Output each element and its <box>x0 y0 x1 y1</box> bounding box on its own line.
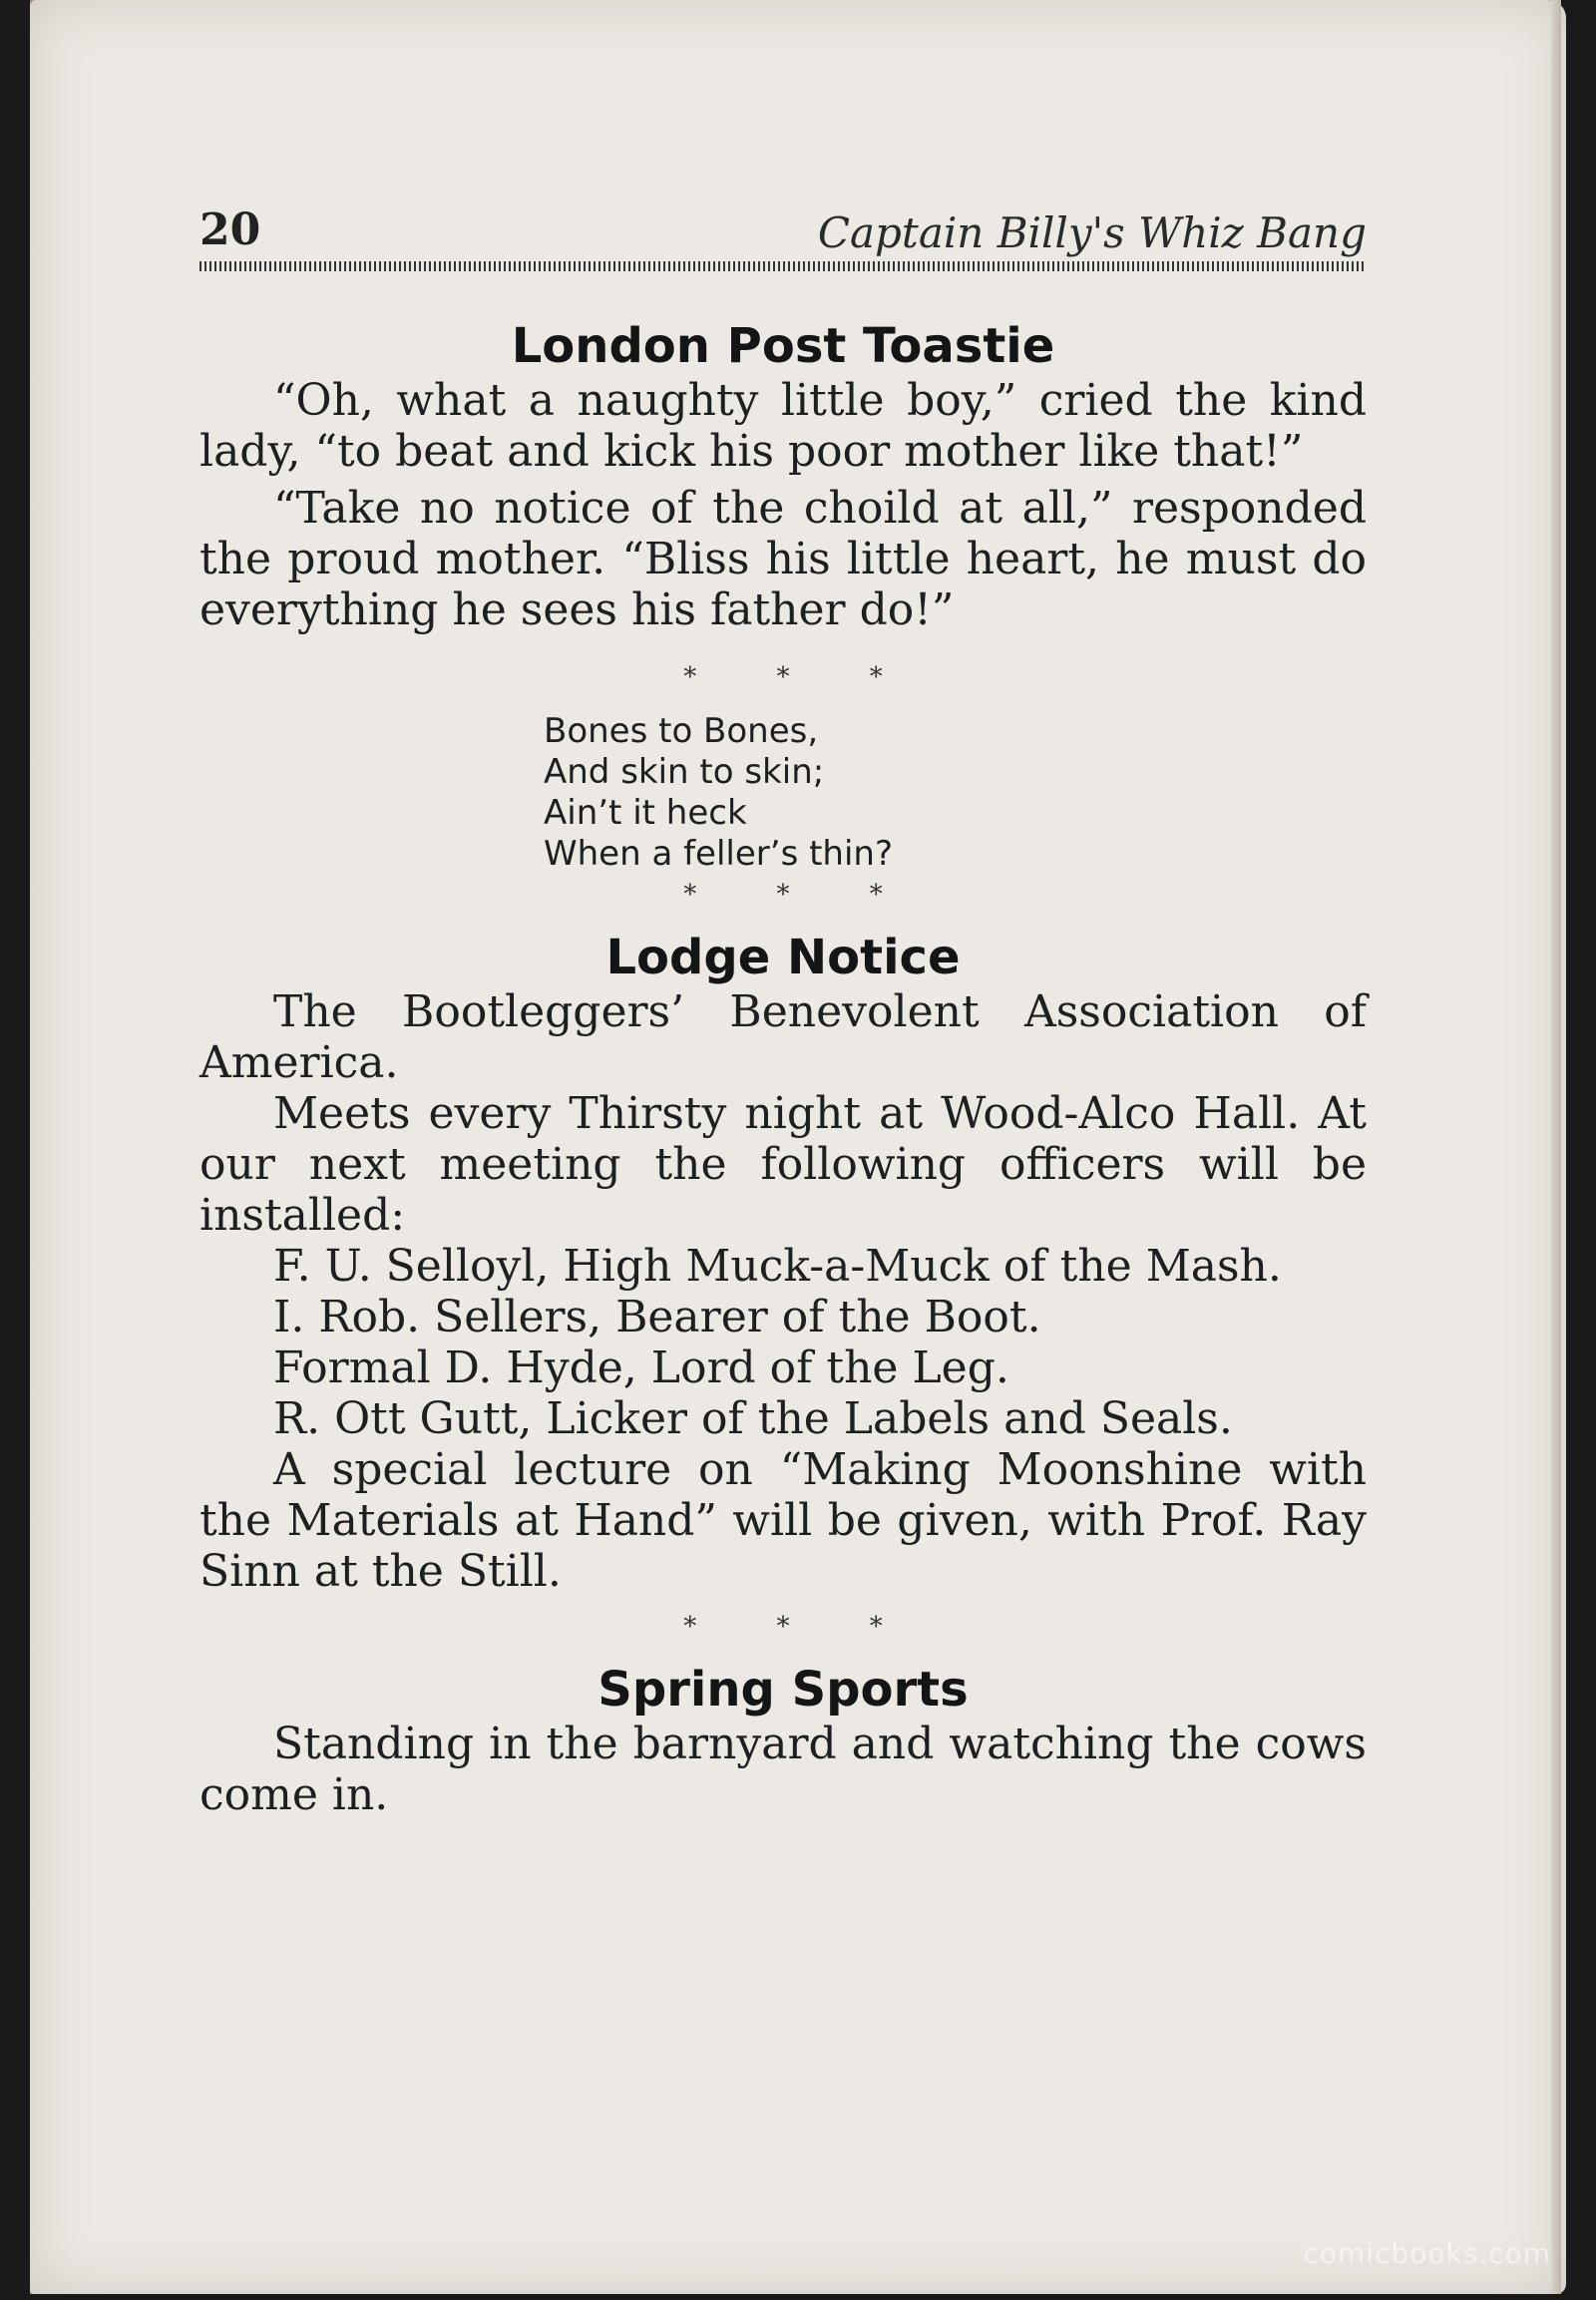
article2-paragraph-3: F. U. Selloyl, High Muck-a-Muck of the Mash. <box>273 1241 1282 1292</box>
verse <box>544 711 1367 875</box>
site-watermark: comicbooks.com <box>1303 2237 1551 2270</box>
page-number: 20 <box>200 204 261 255</box>
separator-stars: * * * <box>683 662 919 692</box>
verse-line: Bones to Bones, <box>544 711 819 751</box>
running-title: Captain Billy's Whiz Bang <box>817 208 1367 257</box>
verse-line: Ain’t it heck <box>544 793 747 833</box>
page-content <box>200 317 1367 1820</box>
article1-paragraph-1: “Oh, what a naughty little boy,” cried the kind lady, “to beat and kick his poor mother like that!” <box>200 375 1367 477</box>
article2-paragraph-4: I. Rob. Sellers, Bearer of the Boot. <box>273 1292 1041 1342</box>
article2-paragraph-2: Meets every Thirsty night at Wood-Alco Hall. At our next meeting the following officers will be installed: <box>200 1088 1367 1241</box>
article3-paragraph-1: Standing in the barnyard and watching the cows come in. <box>200 1719 1367 1820</box>
article-title-spring-sports: Spring Sports <box>598 1662 969 1718</box>
separator-stars: * * * <box>683 1612 919 1642</box>
verse-line: And skin to skin; <box>544 752 825 792</box>
article1-paragraph-2: “Take no notice of the choild at all,” responded the proud mother. “Bliss his little heart, he must do everything he sees his father do!” <box>200 483 1367 635</box>
verse-line: When a feller’s thin? <box>544 834 894 874</box>
page-edge <box>1551 0 1561 2294</box>
article-title-lodge-notice: Lodge Notice <box>605 930 961 985</box>
article2-paragraph-5: Formal D. Hyde, Lord of the Leg. <box>273 1342 1009 1393</box>
article2-paragraph-6: R. Ott Gutt, Licker of the Labels and Seals. <box>273 1393 1233 1444</box>
separator-stars: * * * <box>683 880 919 910</box>
header-rule <box>200 261 1367 271</box>
article-title-london-post-toastie: London Post Toastie <box>511 318 1055 374</box>
article2-paragraph-1: The Bootleggers’ Benevolent Association of America. <box>200 986 1367 1088</box>
article2-paragraph-7: A special lecture on “Making Moonshine with the Materials at Hand” will be given, with Prof. Ray Sinn at the Still. <box>200 1444 1367 1597</box>
